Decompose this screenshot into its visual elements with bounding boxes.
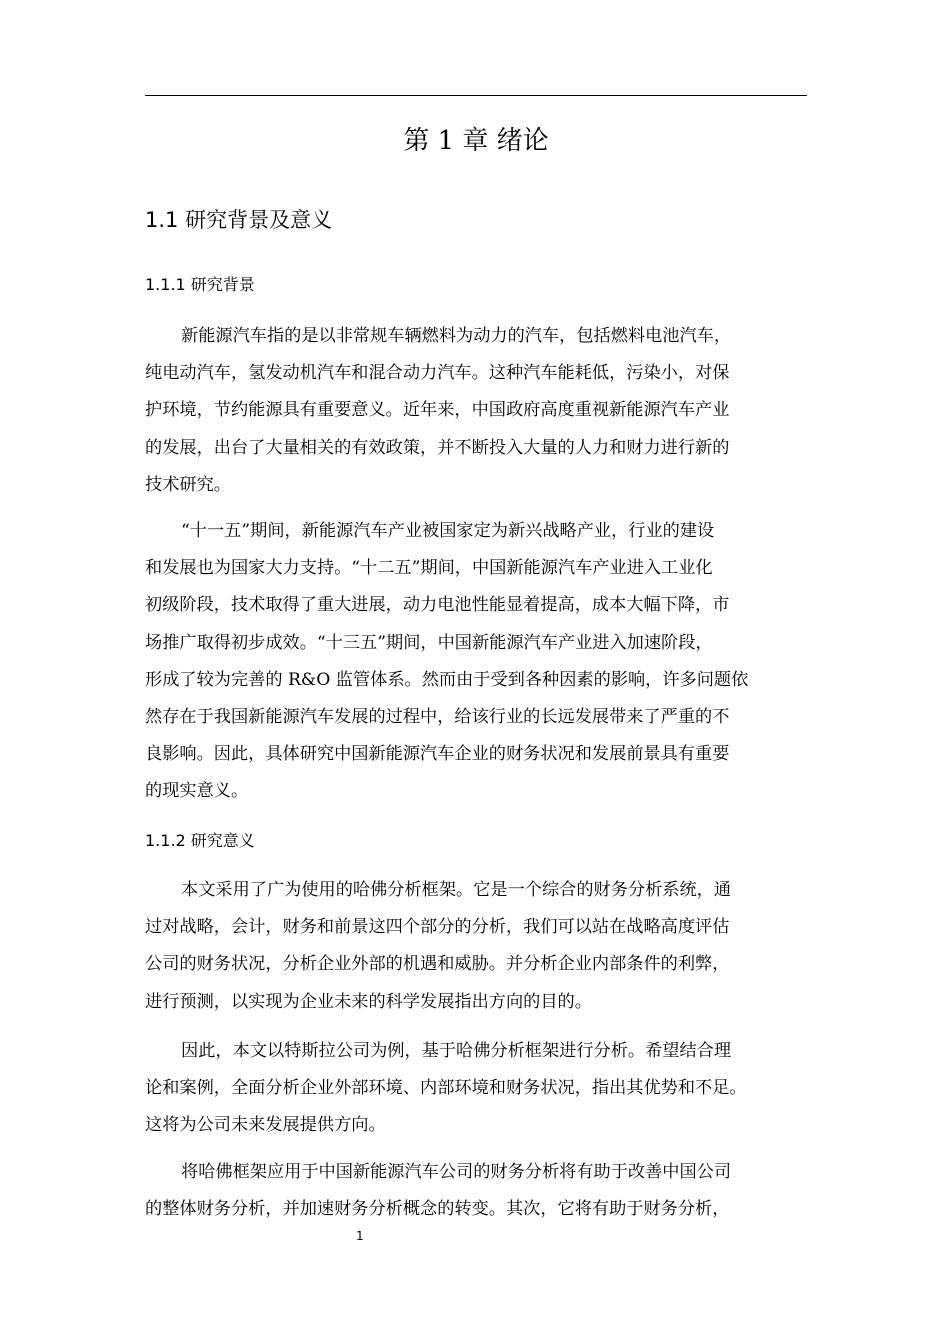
section-heading: 1.1 研究背景及意义	[145, 208, 333, 232]
paragraph-line: 的现实意义。	[145, 781, 249, 802]
paragraph-1	[145, 318, 807, 504]
paragraph-4	[145, 1033, 807, 1145]
paragraph-line: 新能源汽车指的是以非常规车辆燃料为动力的汽车，包括燃料电池汽车，	[181, 326, 732, 346]
paragraph-line: 公司的财务状况，分析企业外部的机遇和威胁。并分析企业内部条件的利弊，	[145, 954, 730, 975]
paragraph-line: “十一五”期间，新能源汽车产业被国家定为新兴战略产业，行业的建设	[181, 521, 715, 541]
paragraph-2	[145, 513, 807, 811]
header-rule	[145, 95, 807, 96]
paragraph-line: 然存在于我国新能源汽车发展的过程中，给该行业的长远发展带来了严重的不	[145, 706, 730, 727]
chapter-title: 第 1 章 绪论	[403, 126, 549, 156]
paragraph-line: 良影响。因此，具体研究中国新能源汽车企业的财务状况和发展前景具有重要	[145, 744, 730, 765]
paragraph-line: 这将为公司未来发展提供方向。	[145, 1115, 386, 1136]
paragraph-line: 技术研究。	[145, 474, 231, 495]
subsection-heading-significance: 1.1.2 研究意义	[145, 831, 255, 850]
paragraph-line: 将哈佛框架应用于中国新能源汽车公司的财务分析将有助于改善中国公司	[181, 1162, 732, 1182]
paragraph-5	[145, 1154, 807, 1228]
paragraph-line: 论和案例，全面分析企业外部环境、内部环境和财务状况，指出其优势和不足。	[145, 1078, 747, 1099]
paragraph-3	[145, 872, 807, 1021]
paragraph-line: 形成了较为完善的 R&O 监管体系。然而由于受到各种因素的影响，许多问题依	[145, 669, 749, 690]
subsection-heading-background: 1.1.1 研究背景	[145, 275, 255, 294]
paragraph-line: 纯电动汽车，氢发动机汽车和混合动力汽车。这种汽车能耗低，污染小，对保	[145, 363, 730, 384]
paragraph-line: 的发展，出台了大量相关的有效政策，并不断投入大量的人力和财力进行新的	[145, 437, 730, 458]
paragraph-line: 初级阶段，技术取得了重大进展，动力电池性能显着提高，成本大幅下降，市	[145, 595, 730, 616]
page-number: 1	[356, 1229, 364, 1243]
paragraph-line: 场推广取得初步成效。“十三五”期间，中国新能源汽车产业进入加速阶段，	[145, 632, 713, 653]
paragraph-line: 过对战略，会计，财务和前景这四个部分的分析，我们可以站在战略高度评估	[145, 917, 730, 938]
paragraph-line: 和发展也为国家大力支持。“十二五”期间，中国新能源汽车产业进入工业化	[145, 558, 713, 579]
paragraph-line: 进行预测，以实现为企业未来的科学发展指出方向的目的。	[145, 991, 592, 1012]
paragraph-line: 因此，本文以特斯拉公司为例，基于哈佛分析框架进行分析。希望结合理	[181, 1041, 732, 1061]
paragraph-line: 本文采用了广为使用的哈佛分析框架。它是一个综合的财务分析系统，通	[181, 880, 732, 900]
paragraph-line: 的整体财务分析，并加速财务分析概念的转变。其次，它将有助于财务分析，	[145, 1199, 730, 1220]
paragraph-line: 护环境，节约能源具有重要意义。近年来，中国政府高度重视新能源汽车产业	[145, 400, 730, 421]
